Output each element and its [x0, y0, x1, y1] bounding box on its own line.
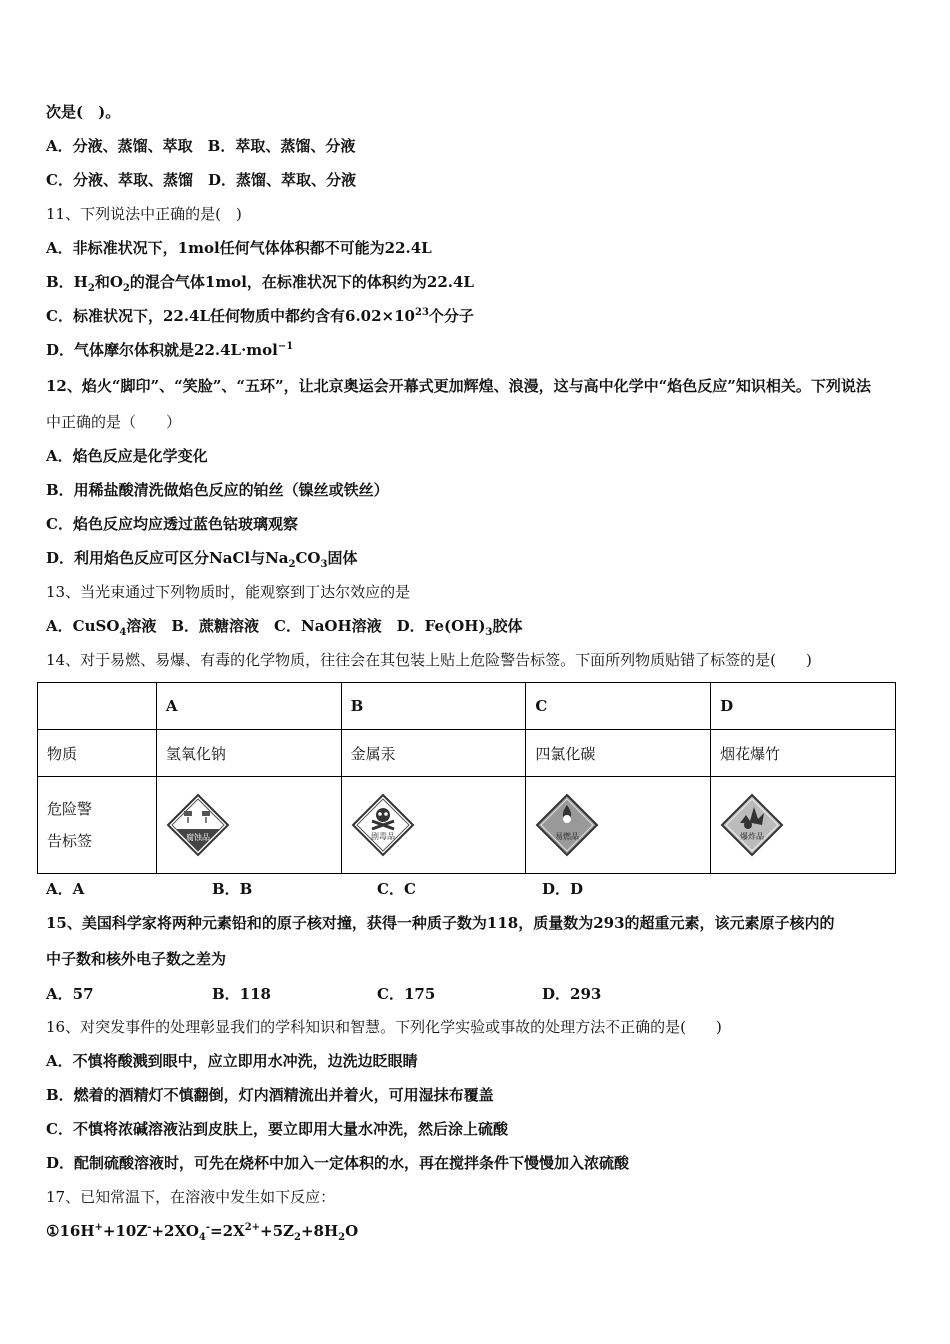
- table-header-cell: D: [711, 683, 896, 730]
- q15-choice-a: A．57: [46, 985, 94, 1003]
- corrosive-sign-icon: [166, 793, 230, 857]
- q13-stem: 13、当光束通过下列物质时，能观察到丁达尔效应的是: [46, 583, 411, 601]
- q13-options: A．CuSO$_4$溶液 B．蔗糖溶液 C．NaOH溶液 D．$Fe(OH)_3$胶体: [46, 617, 523, 638]
- q16-stem: 16、对突发事件的处理彰显我们的学科知识和智慧。下列化学实验或事故的处理方法不正确的是( ): [46, 1018, 722, 1036]
- q11-stem: 11、下列说法中正确的是( ): [46, 205, 242, 223]
- table-header-cell: [38, 683, 157, 730]
- q15-stem-line1: 15、美国科学家将两种元素铅和的原子核对撞，获得一种质子数为118，质量数为293的超重元素，该元素原子核内的: [46, 914, 835, 932]
- flammable-sign-icon: [535, 793, 599, 857]
- toxic-sign-icon: [351, 793, 415, 857]
- q11-option-a: A．非标准状况下，1mol任何气体体积都不可能为22.4L: [46, 239, 432, 257]
- substance-cell: 烟花爆竹: [711, 730, 896, 777]
- substance-cell: 四氯化碳: [526, 730, 711, 777]
- q10-options-cd: C．分液、萃取、蒸馏 D．蒸馏、萃取、分液: [46, 171, 356, 189]
- explosive-sign-icon: [720, 793, 784, 857]
- table-row-labels: [38, 777, 896, 874]
- q15-choice-d: D．293: [542, 985, 602, 1003]
- svg-text:爆炸品: 爆炸品: [740, 832, 765, 841]
- q12-option-c: C．焰色反应均应透过蓝色钴玻璃观察: [46, 515, 298, 533]
- substance-cell: 氢氧化钠: [156, 730, 341, 777]
- q11-option-b: B．$H_2$和$O_2$的混合气体1mol，在标准状况下的体积约为22.4L: [46, 273, 474, 294]
- q14-choice-b: B．B: [212, 880, 253, 898]
- substance-cell: 金属汞: [341, 730, 526, 777]
- q10-options-ab: A．分液、蒸馏、萃取 B．萃取、蒸馏、分液: [46, 137, 356, 155]
- q16-option-c: C．不慎将浓碱溶液沾到皮肤上，要立即用大量水冲洗，然后涂上硫酸: [46, 1120, 508, 1138]
- row-label-substance: 物质: [38, 730, 157, 777]
- table-header-cell: C: [526, 683, 711, 730]
- sign-cell-d: [711, 777, 896, 874]
- table-header-row: [38, 683, 896, 730]
- table-header-cell: A: [156, 683, 341, 730]
- q16-option-a: A．不慎将酸溅到眼中，应立即用水冲洗，边洗边眨眼睛: [46, 1052, 418, 1070]
- q14-choice-d: D．D: [542, 880, 584, 898]
- sign-cell-a: [156, 777, 341, 874]
- svg-text:剧毒品: 剧毒品: [370, 832, 395, 841]
- q11-option-d: D．气体摩尔体积就是22.4L·mol$^{-1}$: [46, 341, 294, 359]
- q10-tail: 次是( )。: [46, 103, 121, 121]
- q14-choice-a: A．A: [46, 880, 85, 898]
- row-label-warning: 危险警 告标签: [38, 777, 157, 874]
- q15-choice-b: B．118: [212, 985, 271, 1003]
- svg-text:腐蚀品: 腐蚀品: [185, 833, 210, 842]
- q15-stem-line2: 中子数和核外电子数之差为: [46, 950, 227, 968]
- q17-reaction-1: $①16H^++10Z^-+2XO_4^-=2X^{2+}+5Z_2+8H_2O$: [46, 1222, 359, 1243]
- sign-cell-c: [526, 777, 711, 874]
- table-row-substance: [38, 730, 896, 777]
- sign-cell-b: [341, 777, 526, 874]
- q12-option-d: D．利用焰色反应可区分NaCl与$Na_2CO_3$固体: [46, 549, 358, 570]
- q12-stem-line1: 12、焰火“脚印”、“笑脸”、“五环”，让北京奥运会开幕式更加辉煌、浪漫，这与高中化学中“焰色反应”知识相关。下列说法: [46, 377, 871, 395]
- q12-option-b: B．用稀盐酸清洗做焰色反应的铂丝（镍丝或铁丝）: [46, 481, 389, 499]
- svg-text:易燃品: 易燃品: [555, 832, 580, 841]
- q11-option-c: C．标准状况下，22.4L任何物质中都约含有$6.02\times 10^{23}$个分子: [46, 307, 474, 325]
- q16-option-d: D．配制硫酸溶液时，可先在烧杯中加入一定体积的水，再在搅拌条件下慢慢加入浓硫酸: [46, 1154, 630, 1172]
- table-header-cell: B: [341, 683, 526, 730]
- q15-choice-c: C．175: [377, 985, 436, 1003]
- q14-choice-c: C．C: [377, 880, 416, 898]
- q16-option-b: B．燃着的酒精灯不慎翻倒，灯内酒精流出并着火，可用湿抹布覆盖: [46, 1086, 494, 1104]
- q12-stem-line2: 中正确的是（ ）: [46, 413, 182, 431]
- q17-stem: 17、已知常温下，在溶液中发生如下反应：: [46, 1188, 336, 1206]
- q12-option-a: A．焰色反应是化学变化: [46, 447, 208, 465]
- q14-stem: 14、对于易燃、易爆、有毒的化学物质，往往会在其包装上贴上危险警告标签。下面所列物质贴错了标签的是( ): [46, 651, 812, 669]
- hazard-label-table: [37, 682, 896, 874]
